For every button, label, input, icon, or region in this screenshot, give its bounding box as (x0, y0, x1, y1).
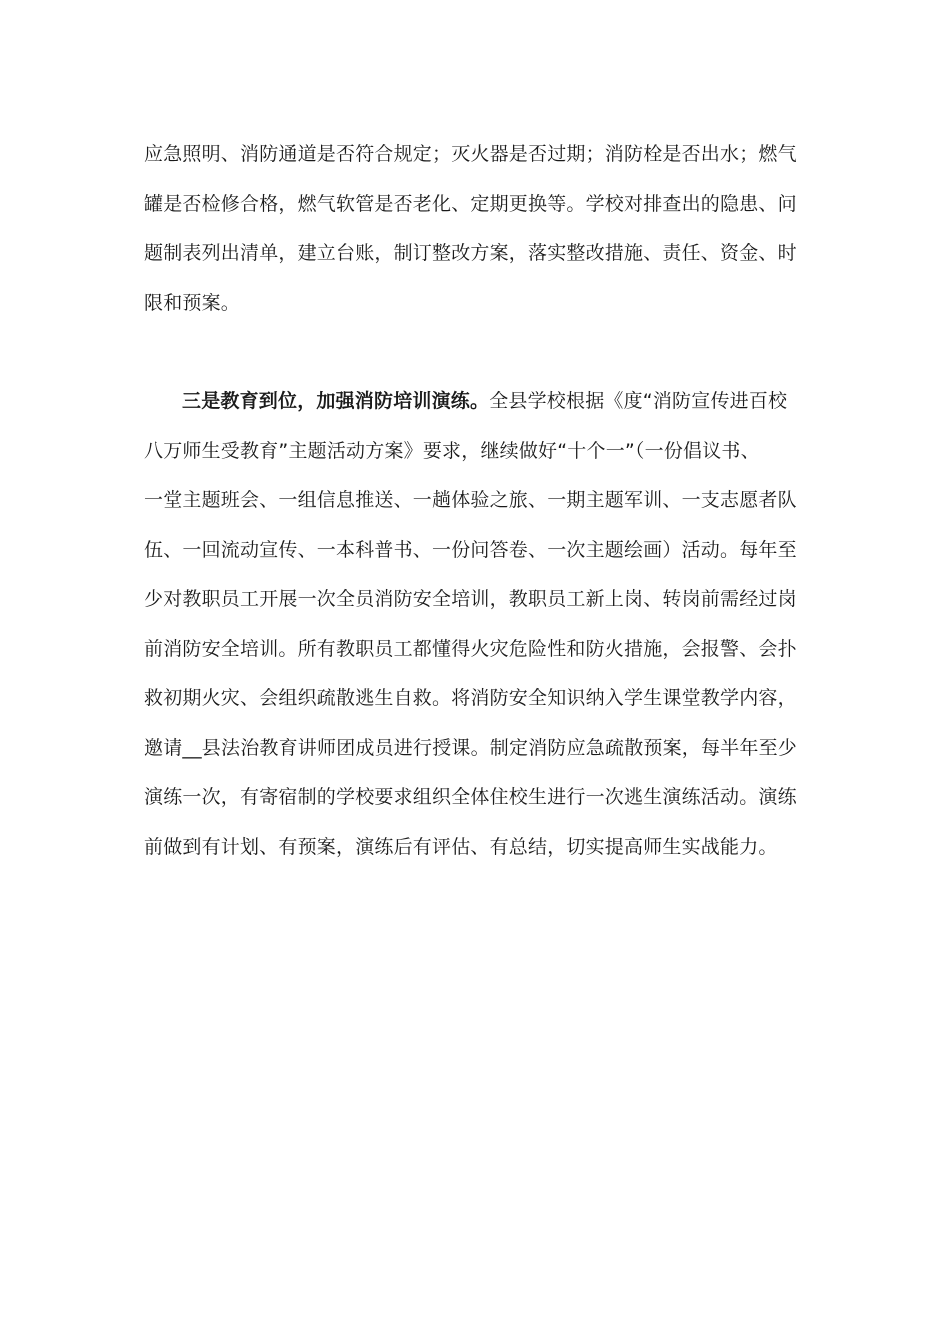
text-line: 应急照明、消防通道是否符合规定；灭火器是否过期；消防栓是否出水；燃气 (144, 143, 797, 165)
text-run: 全县学校根据《度“消防宣传进百校 (489, 390, 788, 412)
text-line: 一堂主题班会、一组信息推送、一趟体验之旅、一期主题军训、一支志愿者队 (144, 489, 797, 511)
text-line: 限和预案。 (144, 291, 241, 314)
text-line (144, 377, 800, 427)
text-line: 伍、一回流动宣传、一本科普书、一份问答卷、一次主题绘画）活动。每年至 (144, 538, 797, 561)
text-line: 前消防安全培训。所有教职员工都懂得火灾危险性和防火措施，会报警、会扑 (144, 637, 797, 660)
text-line: 少对教职员工开展一次全员消防安全培训，教职员工新上岗、转岗前需经过岗 (144, 588, 797, 610)
text-line: 题制表列出清单，建立台账，制订整改方案，落实整改措施、责任、资金、时 (144, 242, 797, 264)
paragraph-inspection (144, 130, 800, 328)
text-line: 前做到有计划、有预案，演练后有评估、有总结，切实提高师生实战能力。 (144, 835, 778, 858)
text-line: 邀请__县法治教育讲师团成员进行授课。制定消防应急疏散预案，每半年至少 (144, 736, 798, 759)
document-body (144, 130, 800, 872)
paragraph-education (144, 377, 800, 872)
text-line: 救初期火灾、会组织疏散逃生自救。将消防安全知识纳入学生课堂教学内容， (144, 687, 797, 709)
paragraph-heading: 三是教育到位，加强消防培训演练。 (182, 390, 490, 412)
text-line: 演练一次，有寄宿制的学校要求组织全体住校生进行一次逃生演练活动。演练 (144, 786, 797, 808)
text-line: 八万师生受教育”主题活动方案》要求，继续做好“十个一”（一份倡议书、 (144, 439, 760, 462)
text-line: 罐是否检修合格，燃气软管是否老化、定期更换等。学校对排查出的隐患、问 (144, 192, 797, 215)
